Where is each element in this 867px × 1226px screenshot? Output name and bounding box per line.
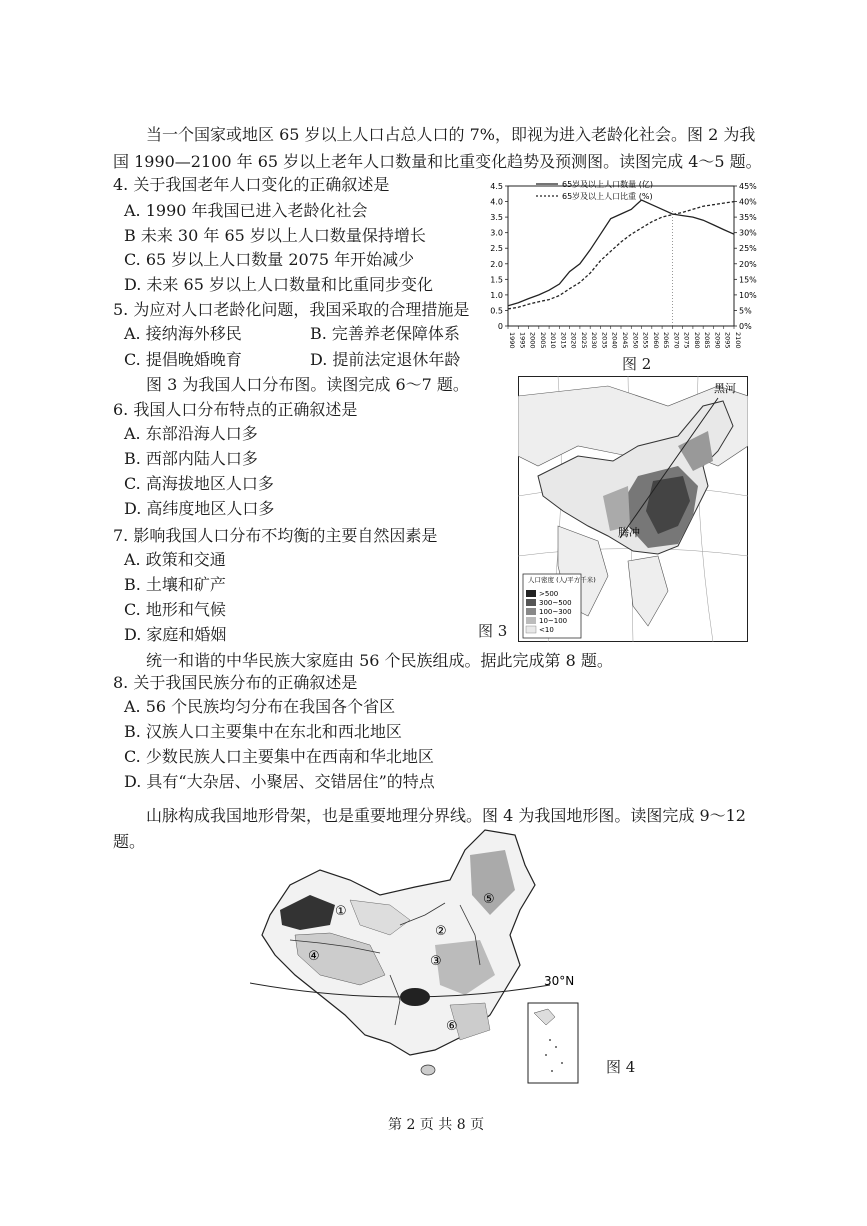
y-left-tick-label: 4.5: [490, 182, 503, 191]
marker-6: ⑥: [446, 1019, 458, 1034]
question-6-option-b: B. 西部内陆人口多: [124, 449, 258, 468]
legend-count: 65岁及以上人口数量 (亿): [562, 180, 653, 189]
label-tengchong: 腾冲: [618, 526, 640, 539]
legend-item: 300~500: [539, 599, 572, 607]
series-count-line: [508, 200, 734, 306]
legend-item: >500: [539, 590, 559, 598]
question-5-option-a: A. 接纳海外移民: [124, 324, 242, 343]
question-8-option-b: B. 汉族人口主要集中在东北和西北地区: [124, 722, 402, 741]
question-7-option-a: A. 政策和交通: [124, 550, 226, 569]
intro-paragraph-line2: 国 1990—2100 年 65 岁以上老年人口数量和比重变化趋势及预测图。读图完成 4～5 题。: [113, 152, 762, 171]
question-7-option-d: D. 家庭和婚姻: [124, 625, 227, 644]
label-30n: 30°N: [544, 974, 575, 988]
figure-3-caption: 图 3: [478, 622, 508, 640]
question-7-option-b: B. 土壤和矿产: [124, 575, 226, 594]
marker-4: ④: [308, 949, 320, 964]
y-left-tick-label: 2.0: [490, 259, 503, 269]
intro-paragraph-line1: 当一个国家或地区 65 岁以上人口占总人口的 7%，即视为进入老龄化社会。图 2 为我: [146, 125, 756, 144]
figure-4-terrain-map: [250, 825, 590, 1087]
question-6-option-c: C. 高海拔地区人口多: [124, 474, 274, 493]
x-tick-label: 2095: [723, 332, 732, 349]
x-tick-label: 2015: [559, 332, 568, 349]
y-right-tick-label: 10%: [739, 290, 757, 300]
figure-4-caption: 图 4: [606, 1058, 636, 1076]
intro-figure-4-line2: 题。: [113, 832, 146, 851]
x-tick-label: 2035: [600, 332, 609, 349]
y-right-tick-label: 45%: [739, 182, 757, 191]
x-tick-label: 2085: [703, 332, 712, 349]
question-5-option-b: B. 完善养老保障体系: [310, 324, 460, 343]
x-tick-label: 1995: [518, 332, 527, 349]
label-heihe: 黑河: [714, 382, 736, 395]
x-tick-label: 2080: [692, 332, 701, 349]
y-left-tick-label: 0.5: [490, 306, 503, 316]
y-left-tick-label: 4.0: [490, 197, 503, 207]
question-4-option-d: D. 未来 65 岁以上人口数量和比重同步变化: [124, 275, 433, 294]
figure-2-chart: [480, 176, 770, 376]
x-tick-label: 2000: [528, 332, 537, 349]
legend-item: 100~300: [539, 608, 572, 616]
figure-2-caption: 图 2: [622, 355, 652, 373]
legend-item: 10~100: [539, 617, 568, 625]
x-tick-label: 2100: [734, 332, 742, 349]
x-tick-label: 2045: [621, 332, 629, 349]
question-6-stem: 6. 我国人口分布特点的正确叙述是: [113, 400, 358, 419]
question-6-option-d: D. 高纬度地区人口多: [124, 499, 275, 518]
x-tick-label: 1990: [508, 332, 516, 349]
question-7-option-c: C. 地形和气候: [124, 600, 226, 619]
x-tick-label: 2020: [569, 332, 578, 349]
x-tick-label: 2005: [538, 332, 547, 349]
question-5-stem: 5. 为应对人口老龄化问题，我国采取的合理措施是: [113, 300, 470, 319]
intro-question-8: 统一和谐的中华民族大家庭由 56 个民族组成。据此完成第 8 题。: [146, 651, 613, 670]
legend-title: 人口密度 (人/平方千米): [528, 576, 596, 584]
legend-item: <10: [539, 626, 554, 634]
question-5-option-c: C. 提倡晚婚晚育: [124, 350, 242, 369]
y-right-tick-label: 20%: [739, 259, 757, 269]
question-5-option-d: D. 提前法定退休年龄: [310, 350, 461, 369]
question-8-stem: 8. 关于我国民族分布的正确叙述是: [113, 673, 358, 692]
y-left-tick-label: 3.0: [490, 228, 503, 238]
y-right-tick-label: 25%: [739, 244, 757, 254]
x-tick-label: 2070: [672, 332, 681, 349]
marker-5: ⑤: [483, 892, 495, 907]
x-tick-label: 2060: [651, 332, 660, 349]
legend-ratio: 65岁及以上人口比重 (%): [562, 192, 653, 201]
y-left-tick-label: 2.5: [490, 244, 503, 254]
marker-1: ①: [335, 904, 347, 919]
x-tick-label: 2055: [641, 332, 650, 349]
x-tick-label: 2010: [549, 332, 558, 349]
marker-2: ②: [435, 924, 447, 939]
question-6-option-a: A. 东部沿海人口多: [124, 424, 258, 443]
y-left-tick-label: 1.0: [490, 290, 503, 300]
y-right-tick-label: 0%: [739, 322, 752, 331]
y-right-tick-label: 5%: [739, 306, 752, 316]
y-right-tick-label: 40%: [739, 197, 757, 207]
x-tick-label: 2050: [631, 332, 640, 349]
y-left-tick-label: 1.5: [490, 275, 503, 285]
question-8-option-c: C. 少数民族人口主要集中在西南和华北地区: [124, 747, 434, 766]
x-tick-label: 2030: [590, 332, 599, 349]
figure-3-population-map: [518, 376, 748, 642]
y-right-tick-label: 30%: [739, 228, 757, 238]
intro-figure-4-line1: 山脉构成我国地形骨架，也是重要地理分界线。图 4 为我国地形图。读图完成 9～12: [146, 806, 746, 825]
y-left-tick-label: 3.5: [490, 213, 503, 223]
question-4-stem: 4. 关于我国老年人口变化的正确叙述是: [113, 175, 390, 194]
y-left-tick-label: 0: [497, 322, 503, 331]
y-right-tick-label: 35%: [739, 213, 757, 223]
x-tick-label: 2075: [682, 332, 691, 349]
question-4-option-a: A. 1990 年我国已进入老龄化社会: [124, 201, 368, 220]
x-tick-label: 2025: [579, 332, 588, 349]
y-right-tick-label: 15%: [739, 275, 757, 285]
marker-3: ③: [430, 954, 442, 969]
question-4-option-c: C. 65 岁以上人口数量 2075 年开始减少: [124, 250, 415, 269]
x-tick-label: 2090: [713, 332, 722, 349]
x-tick-label: 2065: [662, 332, 671, 349]
page-footer: 第 2 页 共 8 页: [388, 1117, 485, 1133]
question-7-stem: 7. 影响我国人口分布不均衡的主要自然因素是: [113, 526, 438, 545]
x-tick-label: 2040: [610, 332, 619, 349]
intro-figure-3: 图 3 为我国人口分布图。读图完成 6～7 题。: [146, 375, 469, 394]
question-8-option-a: A. 56 个民族均匀分布在我国各个省区: [124, 697, 396, 716]
question-4-option-b: B 未来 30 年 65 岁以上人口数量保持增长: [124, 226, 426, 245]
question-8-option-d: D. 具有“大杂居、小聚居、交错居住”的特点: [124, 772, 435, 791]
